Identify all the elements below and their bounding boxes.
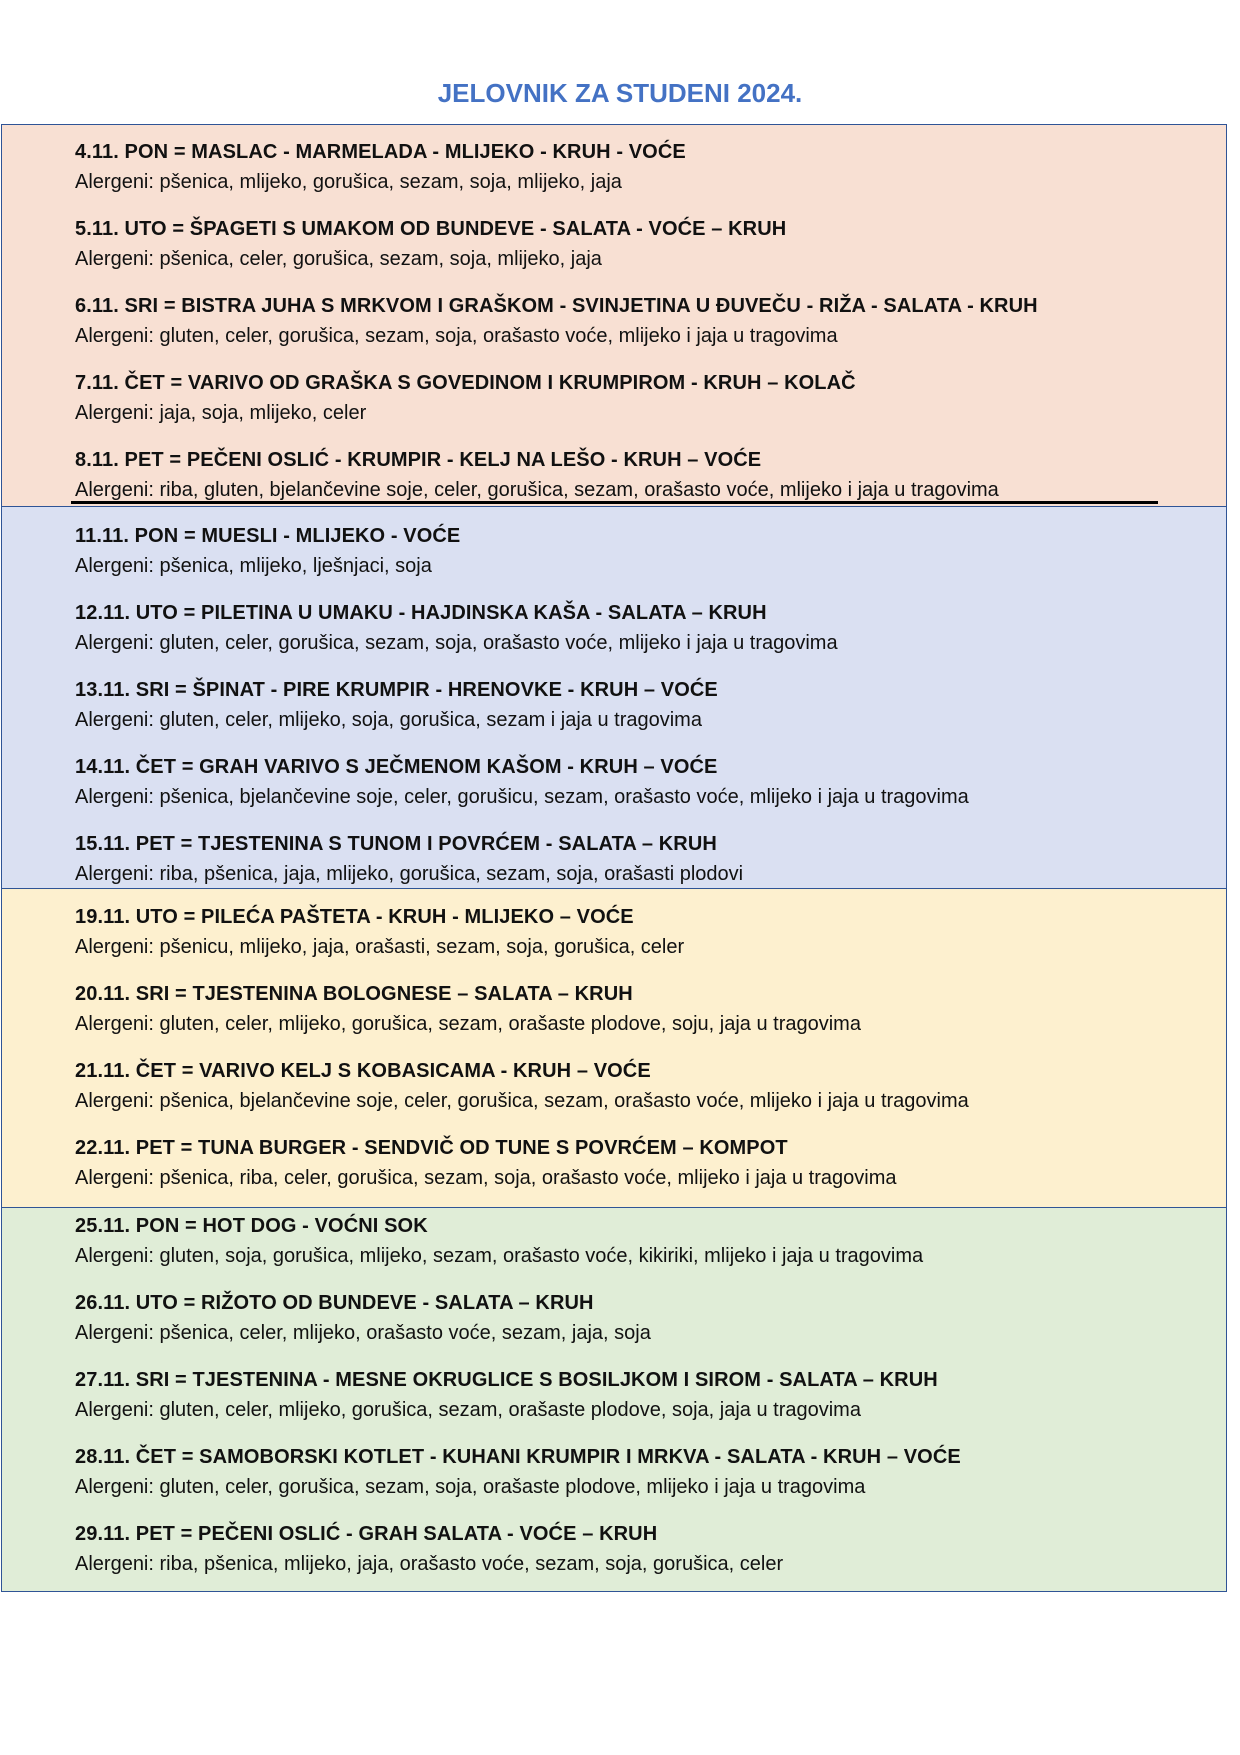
- meal-line: 15.11. PET = TJESTENINA S TUNOM I POVRĆEM - SALATA – KRUH: [75, 833, 717, 855]
- meal-line: 28.11. ČET = SAMOBORSKI KOTLET - KUHANI KRUMPIR I MRKVA - SALATA - KRUH – VOĆE: [75, 1446, 961, 1468]
- allergens-line: Alergeni: pšenica, riba, celer, gorušica, sezam, soja, orašasto voće, mlijeko i jaja u tragovima: [75, 1167, 897, 1189]
- day-entry: [75, 979, 1226, 1056]
- day-entry: [75, 902, 1226, 979]
- meal-line: 11.11. PON = MUESLI - MLIJEKO - VOĆE: [75, 525, 461, 547]
- meal-line: 21.11. ČET = VARIVO KELJ S KOBASICAMA - KRUH – VOĆE: [75, 1060, 651, 1082]
- week-section: [1, 1207, 1227, 1592]
- allergens-line: Alergeni: pšenica, mlijeko, gorušica, sezam, soja, mlijeko, jaja: [75, 171, 622, 193]
- allergens-line: Alergeni: gluten, celer, mlijeko, soja, gorušica, sezam i jaja u tragovima: [75, 709, 702, 731]
- day-list: [75, 889, 1226, 1210]
- day-entry: [75, 368, 1226, 445]
- day-entry: [75, 1288, 1226, 1365]
- day-entry: [75, 521, 1226, 598]
- day-entry: [75, 1365, 1226, 1442]
- meal-line: 29.11. PET = PEČENI OSLIĆ - GRAH SALATA - VOĆE – KRUH: [75, 1523, 658, 1545]
- allergens-line: Alergeni: riba, pšenica, jaja, mlijeko, gorušica, sezam, soja, orašasti plodovi: [75, 863, 744, 885]
- allergens-line: Alergeni: riba, gluten, bjelančevine soje, celer, gorušica, sezam, orašasto voće, mlijeko i jaja u tragovima: [75, 479, 999, 501]
- allergens-line: Alergeni: gluten, celer, mlijeko, gorušica, sezam, orašaste plodove, soja, jaja u tragovima: [75, 1399, 861, 1421]
- day-list: [75, 1208, 1226, 1596]
- day-entry: [75, 1056, 1226, 1133]
- meal-line: 26.11. UTO = RIŽOTO OD BUNDEVE - SALATA – KRUH: [75, 1292, 594, 1314]
- day-list: [75, 125, 1226, 522]
- day-list: [75, 507, 1226, 906]
- allergens-line: Alergeni: gluten, celer, gorušica, sezam, soja, orašaste plodove, mlijeko i jaja u tragovima: [75, 1476, 866, 1498]
- meal-line: 13.11. SRI = ŠPINAT - PIRE KRUMPIR - HRENOVKE - KRUH – VOĆE: [75, 679, 718, 701]
- meal-line: 14.11. ČET = GRAH VARIVO S JEČMENOM KAŠOM - KRUH – VOĆE: [75, 756, 718, 778]
- allergens-line: Alergeni: gluten, soja, gorušica, mlijeko, sezam, orašasto voće, kikiriki, mlijeko i jaja u tragovima: [75, 1245, 924, 1267]
- meal-line: 4.11. PON = MASLAC - MARMELADA - MLIJEKO - KRUH - VOĆE: [75, 141, 686, 163]
- allergens-line: Alergeni: pšenica, bjelančevine soje, celer, gorušicu, sezam, orašasto voće, mlijeko i jaja u tragovima: [75, 786, 969, 808]
- allergens-line: Alergeni: gluten, celer, gorušica, sezam, soja, orašasto voće, mlijeko i jaja u tragovima: [75, 325, 838, 347]
- day-entry: [75, 214, 1226, 291]
- allergens-line: Alergeni: pšenica, celer, gorušica, sezam, soja, mlijeko, jaja: [75, 248, 602, 270]
- meal-line: 25.11. PON = HOT DOG - VOĆNI SOK: [75, 1215, 428, 1237]
- allergens-line: Alergeni: pšenicu, mlijeko, jaja, orašasti, sezam, soja, gorušica, celer: [75, 936, 685, 958]
- meal-line: 12.11. UTO = PILETINA U UMAKU - HAJDINSKA KAŠA - SALATA – KRUH: [75, 602, 767, 624]
- day-entry: [75, 1519, 1226, 1596]
- allergens-line: Alergeni: riba, pšenica, mlijeko, jaja, orašasto voće, sezam, soja, gorušica, celer: [75, 1553, 784, 1575]
- day-entry: [75, 1133, 1226, 1210]
- allergens-line: Alergeni: jaja, soja, mlijeko, celer: [75, 402, 367, 424]
- page-title: JELOVNIK ZA STUDENI 2024.: [437, 78, 803, 108]
- week-section: [1, 124, 1227, 508]
- day-entry: [75, 675, 1226, 752]
- meal-line: 20.11. SRI = TJESTENINA BOLOGNESE – SALATA – KRUH: [75, 983, 633, 1005]
- meal-line: 5.11. UTO = ŠPAGETI S UMAKOM OD BUNDEVE - SALATA - VOĆE – KRUH: [75, 218, 787, 240]
- meal-line: 27.11. SRI = TJESTENINA - MESNE OKRUGLICE S BOSILJKOM I SIROM - SALATA – KRUH: [75, 1369, 938, 1391]
- section-divider-line: [71, 501, 1158, 504]
- day-entry: [75, 291, 1226, 368]
- allergens-line: Alergeni: gluten, celer, mlijeko, gorušica, sezam, orašaste plodove, soju, jaja u tragovima: [75, 1013, 861, 1035]
- meal-line: 19.11. UTO = PILEĆA PAŠTETA - KRUH - MLIJEKO – VOĆE: [75, 906, 634, 928]
- week-section: [1, 888, 1227, 1209]
- meal-line: 8.11. PET = PEČENI OSLIĆ - KRUMPIR - KELJ NA LEŠO - KRUH – VOĆE: [75, 449, 762, 471]
- allergens-line: Alergeni: pšenica, bjelančevine soje, celer, gorušica, sezam, orašasto voće, mlijeko i jaja u tragovima: [75, 1090, 969, 1112]
- meal-line: 22.11. PET = TUNA BURGER - SENDVIČ OD TUNE S POVRĆEM – KOMPOT: [75, 1137, 788, 1159]
- week-section: [1, 506, 1227, 890]
- meal-line: 7.11. ČET = VARIVO OD GRAŠKA S GOVEDINOM I KRUMPIROM - KRUH – KOLAČ: [75, 372, 856, 394]
- allergens-line: Alergeni: gluten, celer, gorušica, sezam, soja, orašasto voće, mlijeko i jaja u tragovima: [75, 632, 838, 654]
- day-entry: [75, 137, 1226, 214]
- allergens-line: Alergeni: pšenica, celer, mlijeko, orašasto voće, sezam, jaja, soja: [75, 1322, 651, 1344]
- day-entry: [75, 752, 1226, 829]
- day-entry: [75, 1442, 1226, 1519]
- allergens-line: Alergeni: pšenica, mlijeko, lješnjaci, soja: [75, 555, 432, 577]
- day-entry: [75, 1211, 1226, 1288]
- meal-line: 6.11. SRI = BISTRA JUHA S MRKVOM I GRAŠKOM - SVINJETINA U ĐUVEČU - RIŽA - SALATA - KRUH: [75, 295, 1038, 317]
- day-entry: [75, 598, 1226, 675]
